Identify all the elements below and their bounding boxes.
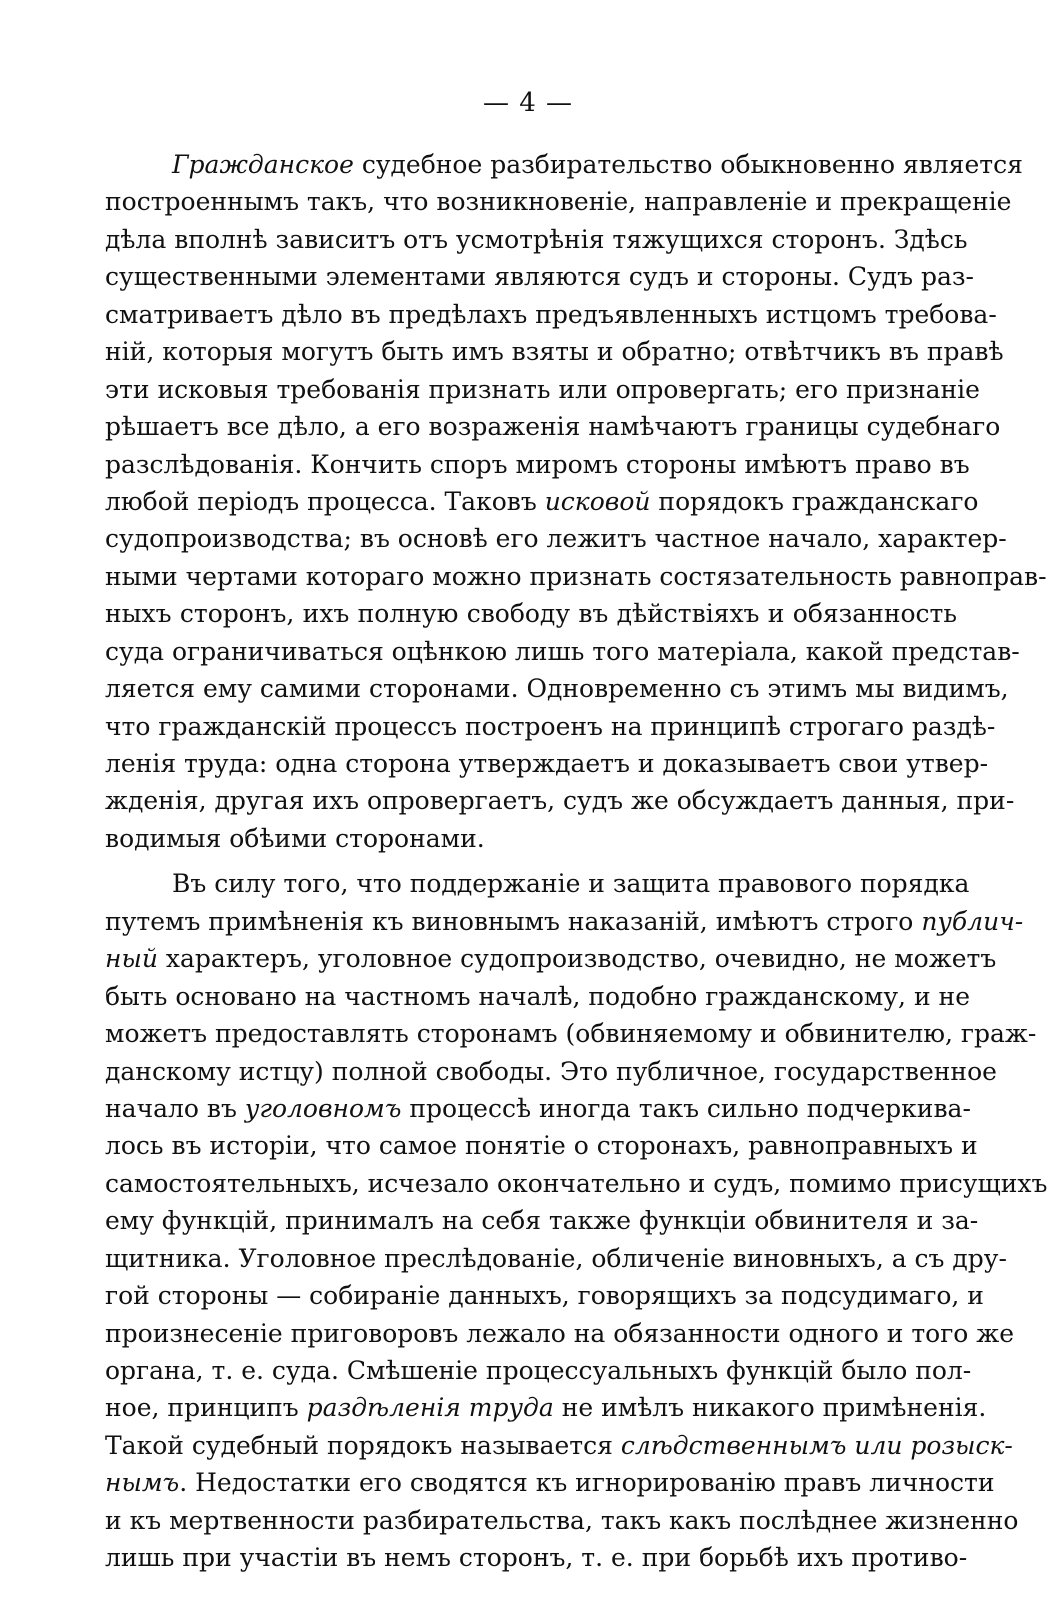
text-line xyxy=(105,978,971,1015)
text-line xyxy=(105,1240,1007,1277)
text-line xyxy=(105,1015,1037,1052)
text-run: и къ мертвенности разбирательства, такъ какъ послѣднее жизненно xyxy=(105,1505,1019,1535)
text-line xyxy=(105,903,1024,940)
text-line xyxy=(105,296,997,333)
text-line xyxy=(105,633,1020,670)
text-run: Такой судебный порядокъ называется xyxy=(105,1430,621,1460)
text-line xyxy=(105,820,957,857)
text-run: рѣшаетъ все дѣло, а его возраженія намѣчаютъ границы судебнаго xyxy=(105,412,1001,442)
text-line xyxy=(105,940,997,977)
text-run: лишь при участіи въ немъ сторонъ, т. е. при борьбѣ ихъ противо- xyxy=(105,1543,968,1573)
text-run: судопроизводства; въ основѣ его лежитъ частное начало, характер- xyxy=(105,524,1007,554)
text-line xyxy=(105,1502,1019,1539)
text-line xyxy=(105,865,970,902)
text-run: ное, принципъ xyxy=(105,1393,307,1423)
text-run: любой періодъ процесса. Таковъ xyxy=(105,486,545,516)
text-run: гой стороны — собираніе данныхъ, говорящихъ за подсудимаго, и xyxy=(105,1281,984,1311)
text-run: эти исковыя требованія признать или опровергать; его признаніе xyxy=(105,374,980,404)
text-run: данскому истцу) полной свободы. Это публичное, государственное xyxy=(105,1056,997,1086)
text-run: построеннымъ такъ, что возникновеніе, направленіе и прекращеніе xyxy=(105,187,1012,217)
text-line xyxy=(105,1539,968,1576)
text-line xyxy=(105,708,996,745)
text-run: лось въ исторіи, что самое понятіе о сторонахъ, равноправныхъ и xyxy=(105,1131,978,1161)
text-run: существенными элементами являются судъ и стороны. Судъ раз- xyxy=(105,262,974,292)
text-run: самостоятельныхъ, исчезало окончательно и судъ, помимо присущихъ xyxy=(105,1168,1048,1198)
italic-text-run: исковой xyxy=(544,486,651,516)
text-run: порядокъ гражданскаго xyxy=(650,486,979,516)
text-run: Въ силу того, что поддержаніе и защита правового порядка xyxy=(172,869,970,899)
text-line xyxy=(105,1090,971,1127)
text-run: органа, т. е. суда. Смѣшеніе процессуальныхъ функцій было пол- xyxy=(105,1356,972,1385)
text-line xyxy=(105,1165,1048,1202)
text-line xyxy=(105,1464,995,1501)
text-run: можетъ предоставлять сторонамъ (обвиняемому и обвинителю, граж- xyxy=(105,1019,1037,1049)
text-run: произнесеніе приговоровъ лежало на обязанности одного и того же xyxy=(105,1318,1015,1348)
text-run: судебное разбирательство обыкновенно является xyxy=(353,150,1023,179)
text-line xyxy=(105,1127,978,1164)
text-run: сматриваетъ дѣло въ предѣлахъ предъявленныхъ истцомъ требова- xyxy=(105,299,997,329)
text-run: ныхъ сторонъ, ихъ полную свободу въ дѣйствіяхъ и обязанность xyxy=(105,599,957,629)
text-line xyxy=(105,146,1023,183)
text-line xyxy=(105,1277,984,1314)
text-run: начало въ xyxy=(105,1093,245,1123)
text-run: характеръ, уголовное судопроизводство, очевидно, не можетъ xyxy=(157,944,997,974)
text-run: . Недостатки его сводятся къ игнорированію правъ личности xyxy=(179,1468,995,1498)
text-line xyxy=(105,258,974,295)
text-line xyxy=(105,1053,997,1090)
text-line xyxy=(105,183,1012,220)
text-run: ему функцій, принималъ на себя также функціи обвинителя и за- xyxy=(105,1206,979,1236)
page-number: — 4 — xyxy=(482,88,574,118)
text-line xyxy=(105,595,957,632)
text-line xyxy=(105,670,1009,707)
italic-text-run: ный xyxy=(105,944,158,974)
italic-text-run: уголовномъ xyxy=(244,1093,402,1123)
text-line xyxy=(105,1352,972,1389)
text-run: процессѣ иногда такъ сильно подчеркива- xyxy=(401,1093,971,1123)
text-line xyxy=(105,782,1015,819)
text-run: ными чертами котораго можно признать состязательность равноправ- xyxy=(105,561,1047,591)
text-line xyxy=(105,483,979,520)
italic-text-run: раздѣленія труда xyxy=(306,1393,554,1423)
italic-text-run: слѣдственнымъ или розыск- xyxy=(620,1430,1013,1460)
text-line xyxy=(105,446,970,483)
text-run: не имѣлъ никакого примѣненія. xyxy=(553,1393,987,1423)
text-run: что гражданскій процессъ построенъ на принципѣ строгаго раздѣ- xyxy=(105,711,996,741)
text-run: путемъ примѣненія къ виновнымъ наказаній, имѣютъ строго xyxy=(105,906,922,936)
text-line xyxy=(105,520,1007,557)
italic-text-run: публич- xyxy=(921,906,1024,936)
text-run: дѣла вполнѣ зависитъ отъ усмотрѣнія тяжущихся сторонъ. Здѣсь xyxy=(105,224,968,254)
text-run: быть основано на частномъ началѣ, подобно гражданскому, и не xyxy=(105,981,971,1011)
text-run: разслѣдованія. Кончить споръ миромъ стороны имѣютъ право въ xyxy=(105,449,970,479)
text-run: щитника. Уголовное преслѣдованіе, обличеніе виновныхъ, а съ дру- xyxy=(105,1243,1007,1273)
italic-text-run: Гражданское xyxy=(172,150,354,179)
text-run: жденія, другая ихъ опровергаетъ, судъ же обсуждаетъ данныя, при- xyxy=(105,786,1015,816)
text-line xyxy=(105,1427,1013,1464)
text-run: ляется ему самими сторонами. Одновременно съ этимъ мы видимъ, xyxy=(105,674,1009,704)
text-run: ленія труда: одна сторона утверждаетъ и доказываетъ свои утвер- xyxy=(105,749,989,778)
text-run: суда ограничиваться оцѣнкою лишь того матеріала, какой представ- xyxy=(105,636,1020,666)
text-line xyxy=(105,333,1004,370)
text-run: водимыя обѣими сторонами. xyxy=(105,823,485,853)
text-line xyxy=(105,1315,1015,1352)
text-line xyxy=(105,745,989,782)
text-line xyxy=(105,408,1001,445)
text-line xyxy=(105,1389,987,1426)
text-line xyxy=(105,221,968,258)
italic-text-run: нымъ xyxy=(105,1468,180,1498)
text-line xyxy=(105,371,980,408)
text-run: ній, которыя могутъ быть имъ взяты и обратно; отвѣтчикъ въ правѣ xyxy=(105,337,1004,367)
text-line xyxy=(105,558,1047,595)
page-body-text xyxy=(105,146,1048,1577)
text-line xyxy=(105,1202,979,1239)
